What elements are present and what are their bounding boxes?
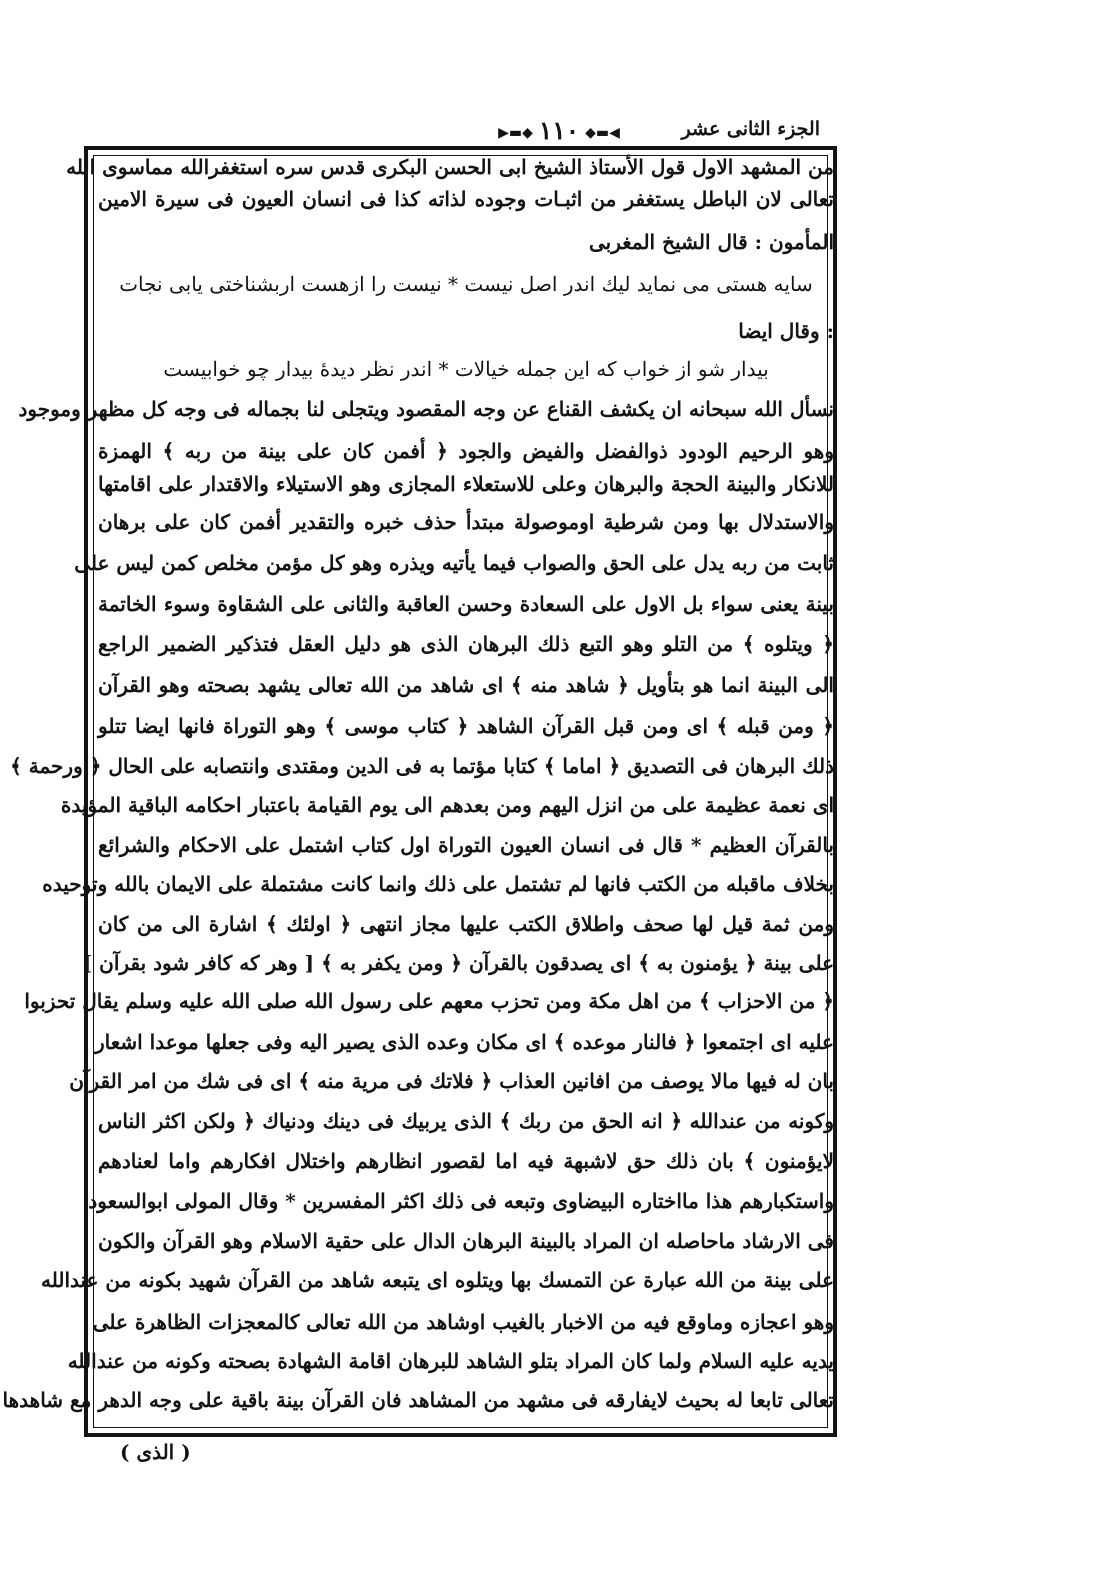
page-number (0, 116, 1118, 145)
text-line: وهو الرحيم الودود ذوالفضل والفيض والجود ﴿ أفمن كان على بينة من ربه ﴾ الهمزة (98, 439, 834, 463)
text-line: واستكبارهم هذا مااختاره البيضاوى وتبعه فى ذلك اكثر المفسرين * وقال المولى ابوالسعود (88, 1189, 834, 1213)
text-line: اى نعمة عظيمة على من انزل اليهم ومن بعدهم الى يوم القيامة باعتبار احكامه الباقية المؤيدة (60, 793, 834, 817)
text-line: تعالى لان الباطل يستغفر من اثبـات وجوده لذاته كذا فى انسان العيون فى سيرة الامين (98, 187, 834, 211)
text-line: ذلك البرهان فى التصديق ﴿ اماما ﴾ كتابا مؤتما به فى الدين ومقتدى وانتصابه على الحال ﴿ ورحمة ﴾ (10, 754, 834, 778)
text-line: : وقال ايضا (738, 319, 834, 343)
text-line: بخلاف ماقبله من الكتب فانها لم تشتمل على ذلك وانما كانت مشتملة على الايمان بالله وتوحيده (42, 872, 834, 896)
text-line: والاستدلال بها ومن شرطية اوموصولة مبتدأ حذف خبره والتقدير أفمن كان على برهان (98, 510, 834, 534)
text-line: وهو اعجازه وماوقع فيه من الاخبار بالغيب اوشاهد من الله تعالى كالمعجزات الظاهرة على (92, 1310, 834, 1334)
text-line: ومن ثمة قيل لها صحف واطلاق الكتب عليها مجاز انتهى ﴿ اولئك ﴾ اشارة الى من كان (98, 912, 834, 936)
text-line: تعالى تابعا له بحيث لايفارقه فى مشهد من المشاهد فان القرآن بينة باقية على وجه الدهر مع شاهدها (2, 1388, 834, 1412)
text-line: للانكار والبينة الحجة والبرهان وعلى للاستعلاء المجازى وهو الاستيلاء والاقتدار على اقامتها (98, 472, 834, 496)
text-line: على بينة من الله عبارة عن التمسك بها ويتلوه اى يتبعه شاهد من القرآن شهيد بكونه من عندالله (41, 1268, 834, 1292)
text-line: فى الارشاد ماحاصله ان المراد بالبينة البرهان الدال على حقية الاسلام وهو القرآن والكون (98, 1229, 834, 1253)
text-line: من المشهد الاول قول الأستاذ الشيخ ابى الحسن البكرى قدس سره استغفرالله مماسوى الله (66, 155, 834, 179)
text-line: لايؤمنون ﴾ بان ذلك حق لاشبهة فيه اما لقصور انظارهم واختلال افكارهم واما لعنادهم (98, 1149, 834, 1173)
text-line: ثابت من ربه يدل على الحق والصواب فيما يأتيه ويذره وهو كل مؤمن مخلص كمن ليس على (74, 551, 834, 575)
text-line: الى البينة انما هو بتأويل ﴿ شاهد منه ﴾ اى شاهد من الله تعالى يشهد بصحته وهو القرآن (98, 673, 834, 697)
text-line: المأمون : قال الشيخ المغربى (588, 230, 834, 254)
text-line: نسأل الله سبحانه ان يكشف القناع عن وجه المقصود ويتجلى لنا بجماله فى وجه كل مظهر وموجود (18, 397, 834, 421)
text-line: سايه هستى مى نمايد ليك اندر اصل نيست * نيست را ازهست اربشناختى يابى نجات (119, 272, 813, 296)
text-line: وكونه من عندالله ﴿ انه الحق من ربك ﴾ الذى يربيك فى دينك ودنياك ﴿ ولكن اكثر الناس (98, 1109, 835, 1133)
text-line: ﴿ من الاحزاب ﴾ من اهل مكة ومن تحزب معهم على رسول الله صلى الله عليه وسلم يقال تحزبوا (24, 989, 834, 1013)
ornament-right-icon: ◆▬▶ (498, 124, 533, 141)
text-line: بالقرآن العظيم * قال فى انسان العيون التوراة اول كتاب اشتمل على الاحكام والشرائع (98, 833, 834, 857)
ornament-left-icon: ◀▬◆ (585, 124, 620, 141)
text-line: عليه اى اجتمعوا ﴿ فالنار موعده ﴾ اى مكان وعده الذى يصير اليه وفى جعلها موعدا اشعار (94, 1030, 834, 1054)
text-line: على بينة ﴿ يؤمنون به ﴾ اى يصدقون بالقرآن ﴿ ومن يكفر به ﴾ [ وهر كه كافر شود بقرآن ] (82, 951, 834, 975)
text-line: بان له فيها مالا يوصف من افانين العذاب ﴿ فلاتك فى مرية منه ﴾ اى فى شك من امر القرآن (69, 1069, 834, 1093)
running-head: الجزء الثانى عشر (681, 118, 820, 140)
page-number-text: ١١٠ (538, 116, 580, 145)
text-line: بينة يعنى سواء بل الاول على السعادة وحسن العاقبة والثانى على الشقاوة وسوء الخاتمة (98, 592, 834, 616)
text-line: ﴿ ومن قبله ﴾ اى ومن قبل القرآن الشاهد ﴿ كتاب موسى ﴾ وهو التوراة فانها ايضا تتلو (98, 714, 834, 738)
text-line: بيدار شو از خواب كه اين جمله خيالات * اندر نظر ديدهٔ بيدار چو خوابيست (163, 357, 769, 381)
text-line: يديه عليه السلام ولما كان المراد بتلو الشاهد للبرهان اقامة الشهادة بصحته وكونه من عندالله (67, 1349, 834, 1373)
catchword: ( الذى ) (120, 1440, 191, 1464)
text-line: ﴿ ويتلوه ﴾ من التلو وهو التبع ذلك البرهان الذى هو دليل العقل فتذكير الضمير الراجع (98, 632, 834, 656)
